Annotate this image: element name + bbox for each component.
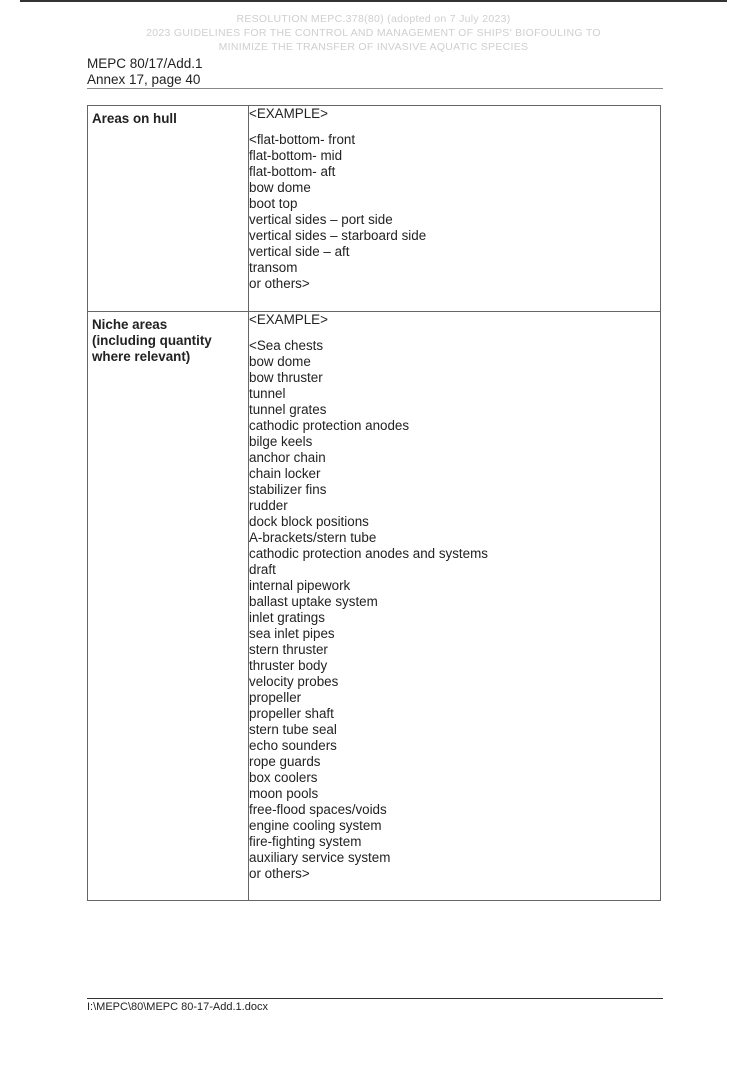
list-item: stern tube seal — [249, 722, 337, 737]
list-item: cathodic protection anodes and systems — [249, 546, 488, 561]
row-label — [88, 312, 248, 365]
list-item: ballast uptake system — [249, 594, 378, 609]
row-label: Areas on hull — [92, 111, 177, 126]
list-item: moon pools — [249, 786, 319, 801]
list-item: flat-bottom- mid — [249, 148, 343, 163]
list-item: rudder — [249, 498, 288, 513]
list-item: fire-fighting system — [249, 834, 362, 849]
row-label-line: (including quantity — [92, 333, 212, 348]
list-item: vertical sides – port side — [249, 212, 393, 227]
list-item: transom — [249, 260, 298, 275]
list-item: sea inlet pipes — [249, 626, 335, 641]
list-item: auxiliary service system — [249, 850, 391, 865]
example-tag: <EXAMPLE> — [249, 312, 328, 327]
list-item: thruster body — [249, 658, 328, 673]
watermark-line: RESOLUTION MEPC.378(80) (adopted on 7 July 2023) — [236, 13, 511, 25]
list-item: velocity probes — [249, 674, 339, 689]
list-item: dock block positions — [249, 514, 369, 529]
list-item: box coolers — [249, 770, 318, 785]
list-item: vertical sides – starboard side — [249, 228, 427, 243]
footer-divider — [87, 998, 663, 999]
page-header — [87, 56, 203, 88]
row-label-line: Niche areas — [92, 317, 168, 332]
hull-area-list — [249, 132, 660, 292]
list-item: or others> — [249, 866, 310, 881]
list-item: propeller shaft — [249, 706, 334, 721]
list-item: or others> — [249, 276, 310, 291]
list-item: <Sea chests — [249, 338, 324, 353]
list-item: stabilizer fins — [249, 482, 327, 497]
watermark-line: MINIMIZE THE TRANSFER OF INVASIVE AQUATIC SPECIES — [218, 41, 529, 53]
header-divider — [87, 88, 663, 89]
page-reference: Annex 17, page 40 — [87, 72, 201, 87]
list-item: engine cooling system — [249, 818, 382, 833]
row-label-cell — [88, 106, 249, 312]
list-item: anchor chain — [249, 450, 326, 465]
list-item: echo sounders — [249, 738, 337, 753]
footer-file-path: I:\MEPC\80\MEPC 80-17-Add.1.docx — [87, 1001, 268, 1013]
document-reference: MEPC 80/17/Add.1 — [87, 56, 203, 71]
list-item: draft — [249, 562, 276, 577]
row-value-cell — [249, 312, 661, 901]
row-label-cell — [88, 312, 249, 901]
list-item: bow thruster — [249, 370, 323, 385]
resolution-watermark — [0, 12, 747, 54]
list-item: chain locker — [249, 466, 321, 481]
table-row-niche-areas — [88, 312, 661, 901]
table-row-areas-on-hull — [88, 106, 661, 312]
list-item: cathodic protection anodes — [249, 418, 410, 433]
list-item: vertical side – aft — [249, 244, 350, 259]
list-item: bow dome — [249, 180, 311, 195]
list-item: internal pipework — [249, 578, 351, 593]
example-tag: <EXAMPLE> — [249, 106, 328, 121]
list-item: stern thruster — [249, 642, 328, 657]
list-item: flat-bottom- aft — [249, 164, 336, 179]
list-item: tunnel grates — [249, 402, 327, 417]
row-label-line: where relevant) — [92, 349, 191, 364]
list-item: free-flood spaces/voids — [249, 802, 387, 817]
list-item: rope guards — [249, 754, 321, 769]
record-table — [87, 105, 661, 901]
list-item: propeller — [249, 690, 302, 705]
list-item: bow dome — [249, 354, 311, 369]
top-border-line — [20, 0, 727, 2]
list-item: bilge keels — [249, 434, 313, 449]
list-item: A-brackets/stern tube — [249, 530, 377, 545]
list-item: boot top — [249, 196, 298, 211]
row-value-cell — [249, 106, 661, 312]
watermark-line: 2023 GUIDELINES FOR THE CONTROL AND MANAGEMENT OF SHIPS' BIOFOULING TO — [146, 27, 601, 39]
list-item: <flat-bottom- front — [249, 132, 356, 147]
list-item: inlet gratings — [249, 610, 325, 625]
list-item: tunnel — [249, 386, 286, 401]
niche-area-list — [249, 338, 660, 882]
